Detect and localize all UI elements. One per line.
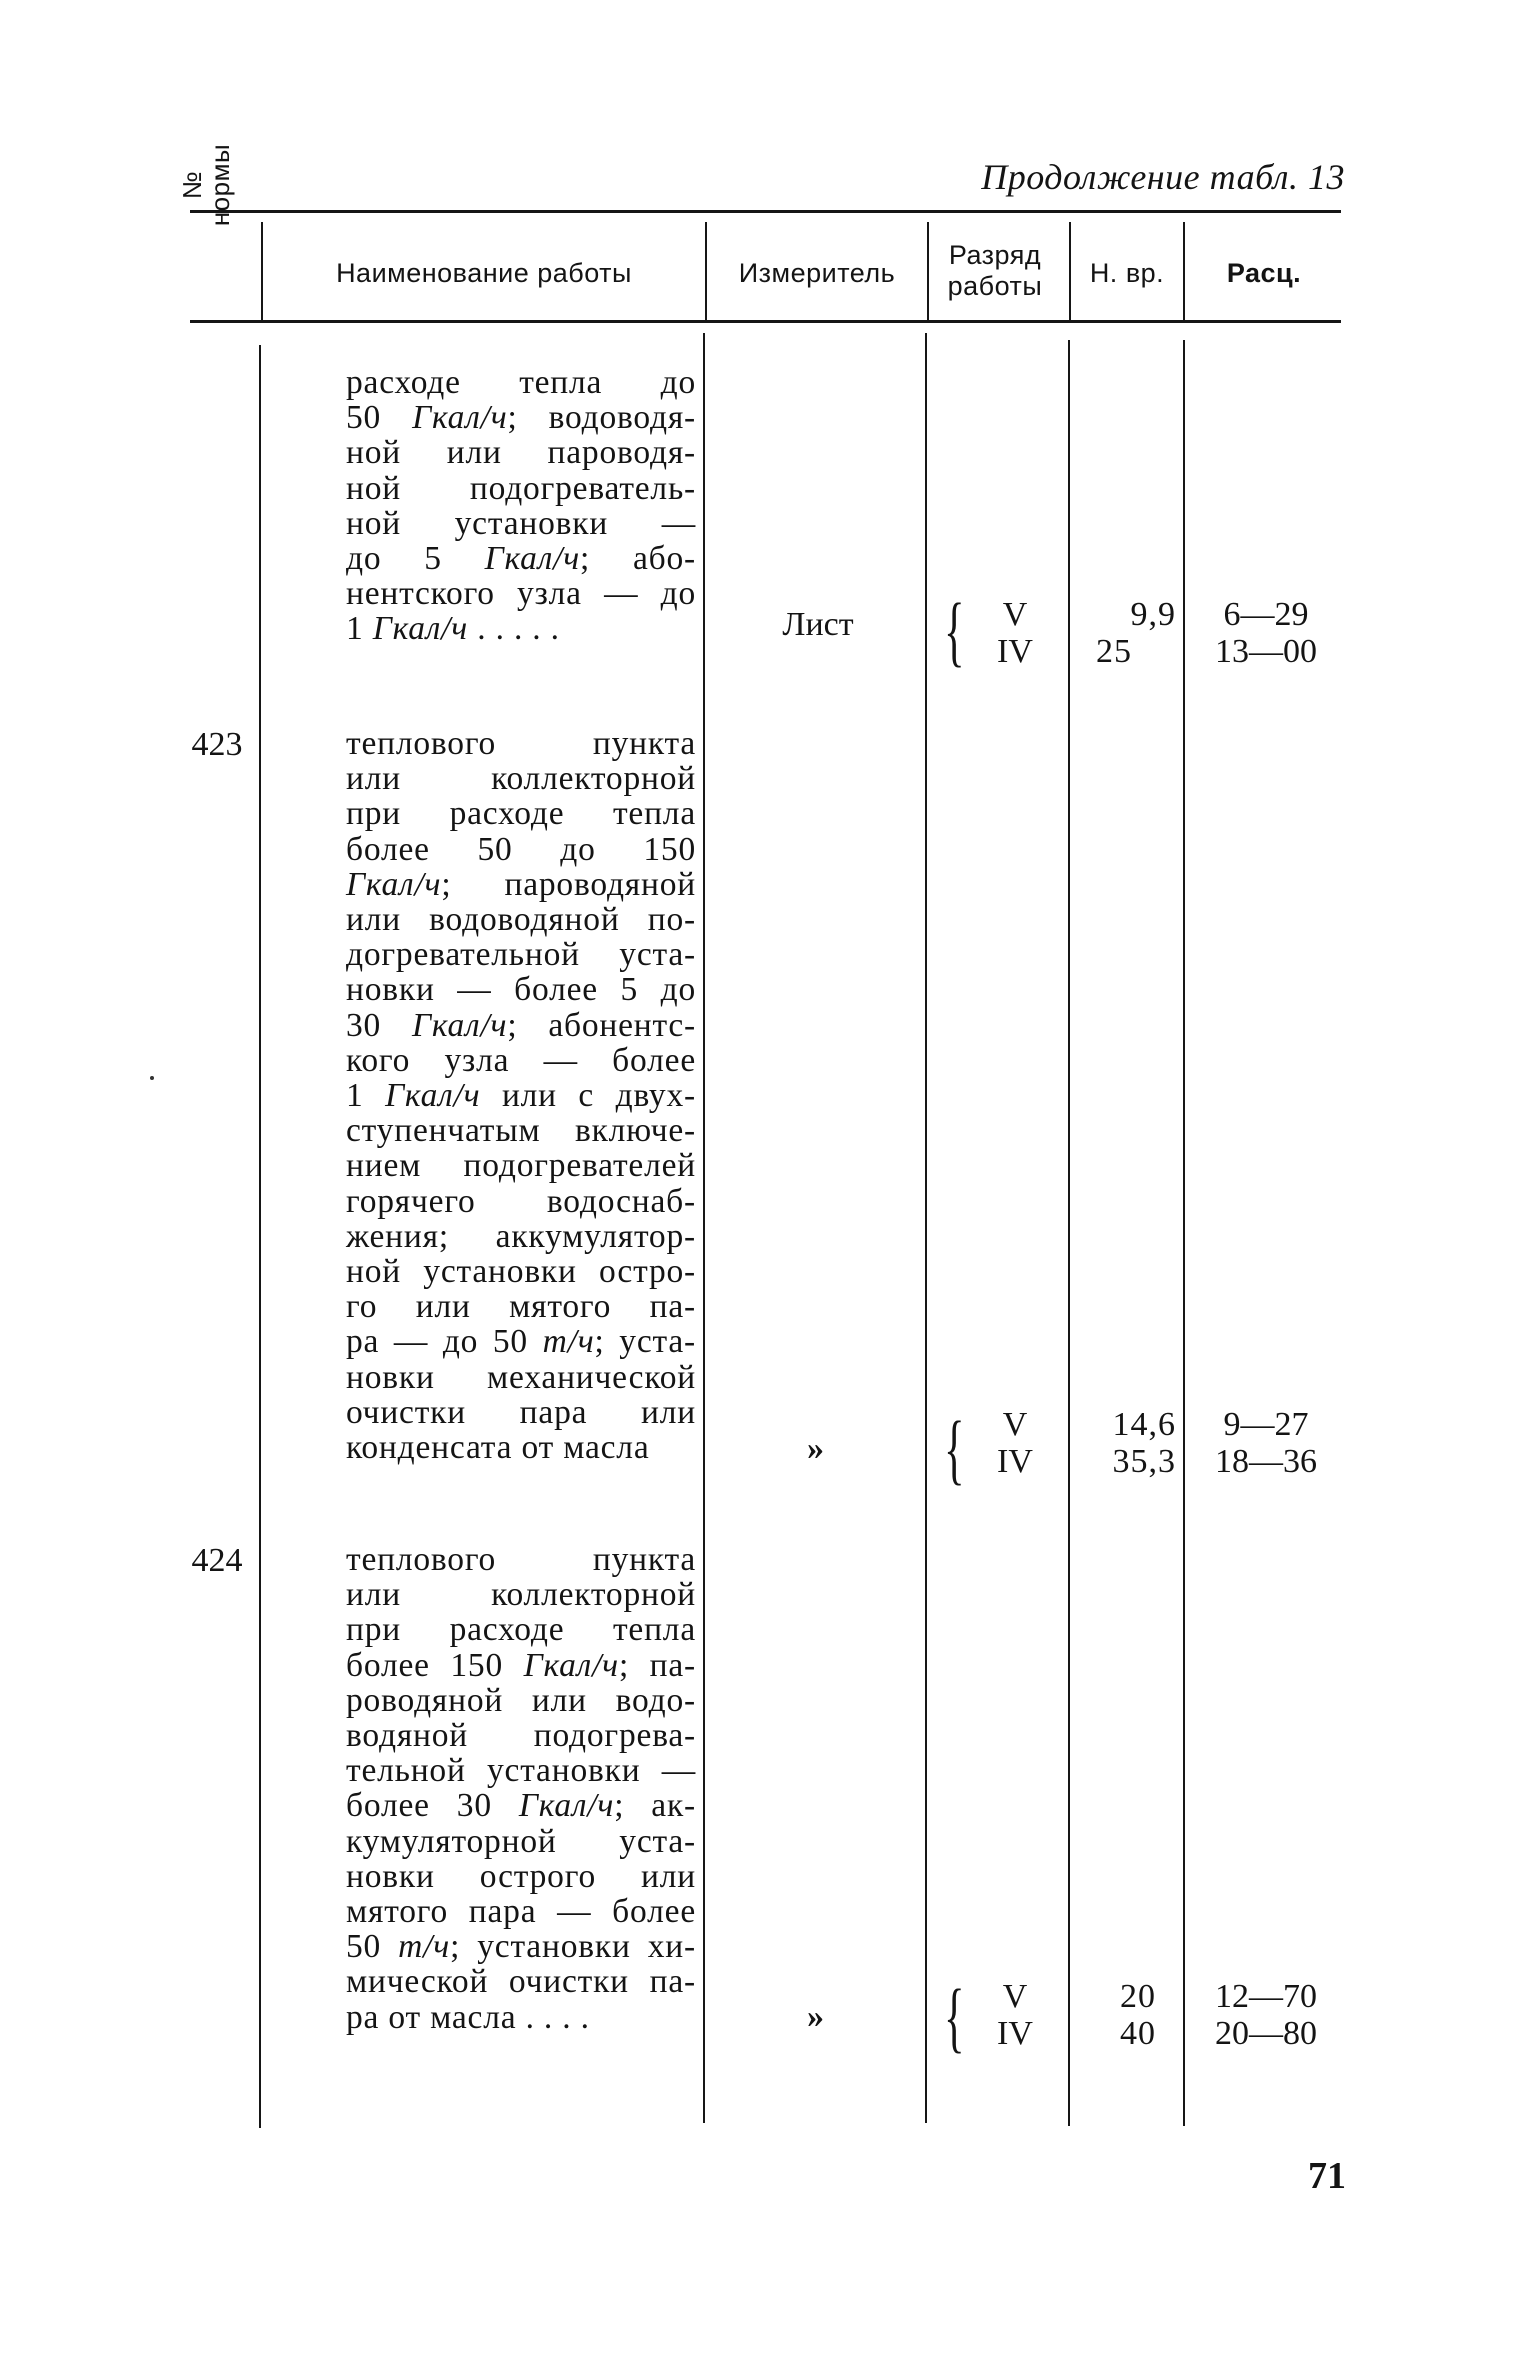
- header-norm-number: № нормы: [177, 143, 235, 227]
- description-line: новки острого или: [346, 1857, 696, 1895]
- rate-row-2: [1188, 1406, 1344, 1480]
- description-line: более 30 Гкал/ч; ак-: [346, 1787, 697, 1825]
- header-norm-time: Н. вр.: [1089, 258, 1165, 288]
- rank-brace-row-1: {: [944, 587, 965, 674]
- description-line: ра от масла . . . .: [346, 1998, 590, 2036]
- rate-row-3: [1188, 1978, 1344, 2052]
- description-line: кумуляторной уста-: [346, 1822, 696, 1860]
- rank-row-2: [970, 1406, 1060, 1480]
- description-line: ной установки остро-: [346, 1253, 696, 1291]
- description-line: более 50 до 150: [346, 830, 696, 868]
- rank-brace-row-2: {: [944, 1405, 965, 1492]
- norm-time-value: 40: [1120, 2015, 1156, 2052]
- norm-time-value: 14,6: [1112, 1406, 1176, 1443]
- description-line: нентского узла — до: [346, 575, 696, 613]
- table-top-rule: [190, 210, 1341, 213]
- table-header-bottom-rule: [190, 320, 1341, 323]
- description-line: ступенчатым включе-: [346, 1112, 696, 1150]
- description-line: теплового пункта: [346, 725, 696, 762]
- description-line: мической очистки па-: [346, 1963, 696, 2001]
- description-line: более 150 Гкал/ч; па-: [346, 1646, 697, 1684]
- description-line: го или мятого па-: [346, 1288, 696, 1326]
- description-line: 50 Гкал/ч; водоводя-: [346, 399, 696, 437]
- header-separator-2: [705, 222, 707, 320]
- norm-time-value: 25: [1096, 633, 1132, 670]
- rank-value: IV: [997, 2015, 1033, 2052]
- rank-value: V: [1002, 1406, 1028, 1443]
- description-line: горячего водоснаб-: [346, 1182, 696, 1220]
- description-line: догревательной уста-: [346, 936, 696, 974]
- description-line: тельной установки —: [346, 1752, 696, 1790]
- norm-time-value: 35,3: [1112, 1443, 1176, 1480]
- description-line: 30 Гкал/ч; абонентс-: [346, 1006, 696, 1044]
- rate-value: 18—36: [1215, 1443, 1317, 1480]
- header-separator-3: [927, 222, 929, 320]
- measure-row-1: Лист: [782, 606, 854, 643]
- rank-value: IV: [997, 1443, 1033, 1480]
- header-rank: Разряд работы: [947, 240, 1043, 301]
- description-line: ной подогреватель-: [346, 469, 696, 507]
- description-line: 1 Гкал/ч . . . . .: [346, 610, 560, 648]
- description-line: новки — более 5 до: [346, 971, 696, 1009]
- work-description-row-2: [346, 726, 696, 1465]
- description-line: новки механической: [346, 1358, 696, 1396]
- body-separator-3: [925, 333, 927, 2123]
- measure-row-3: »: [807, 1998, 824, 2035]
- header-separator-4: [1069, 222, 1071, 320]
- description-line: жения; аккумулятор-: [346, 1217, 696, 1255]
- description-line: ной установки —: [346, 504, 696, 542]
- work-description-row-3: [346, 1542, 696, 2035]
- description-line: ной или пароводя-: [346, 434, 696, 472]
- description-line: 50 т/ч; установки хи-: [346, 1928, 696, 1966]
- rank-value: V: [1002, 1978, 1028, 2015]
- rate-value: 9—27: [1223, 1406, 1309, 1443]
- header-separator-1: [261, 222, 263, 320]
- body-separator-1: [259, 345, 261, 2128]
- norm-time-row-3: [1082, 1978, 1194, 2052]
- description-line: при расходе тепла: [346, 1611, 696, 1649]
- description-line: конденсата от масла: [346, 1429, 650, 1467]
- norm-time-row-2: [1082, 1406, 1194, 1480]
- description-line: теплового пункта: [346, 1541, 696, 1578]
- description-line: Гкал/ч; пароводяной: [346, 865, 696, 903]
- description-line: расходе тепла до: [346, 364, 696, 401]
- rate-row-1: [1188, 596, 1344, 670]
- description-line: ра — до 50 т/ч; уста-: [346, 1323, 696, 1361]
- norm-number-424: 424: [191, 1542, 243, 1579]
- description-line: или коллекторной: [346, 760, 696, 798]
- description-line: водяной подогрева-: [346, 1717, 696, 1755]
- body-separator-2: [703, 333, 705, 2123]
- description-line: мятого пара — более: [346, 1893, 696, 1931]
- description-line: или водоводяной по-: [346, 901, 696, 939]
- measure-row-2: »: [807, 1430, 824, 1467]
- description-line: до 5 Гкал/ч; або-: [346, 540, 696, 578]
- rank-value: V: [1002, 596, 1028, 633]
- body-separator-4: [1068, 340, 1070, 2126]
- description-line: или коллекторной: [346, 1576, 696, 1614]
- description-line: роводяной или водо-: [346, 1681, 696, 1719]
- rank-row-3: [970, 1978, 1060, 2052]
- description-line: нием подогревателей: [346, 1147, 696, 1185]
- rate-value: 20—80: [1215, 2015, 1317, 2052]
- description-line: очистки пара или: [346, 1393, 696, 1431]
- page-number: 71: [1308, 2155, 1346, 2197]
- description-line: 1 Гкал/ч или с двух-: [346, 1077, 696, 1115]
- norm-time-value: 9,9: [1130, 596, 1176, 633]
- print-speck: [150, 1076, 154, 1080]
- description-line: при расходе тепла: [346, 795, 696, 833]
- norm-time-value: 20: [1120, 1978, 1156, 2015]
- table-continuation-caption: Продолжение табл. 13: [981, 157, 1345, 197]
- norm-time-row-1: [1082, 596, 1194, 670]
- header-work-name: Наименование работы: [336, 258, 632, 288]
- rate-value: 6—29: [1223, 596, 1309, 633]
- header-rate: Расц.: [1226, 258, 1302, 288]
- header-separator-5: [1183, 222, 1185, 320]
- header-measure: Измеритель: [738, 258, 896, 288]
- norm-number-423: 423: [191, 726, 243, 763]
- work-description-row-1: [346, 365, 696, 647]
- description-line: кого узла — более: [346, 1041, 696, 1079]
- rank-value: IV: [997, 633, 1033, 670]
- rank-brace-row-3: {: [944, 1973, 965, 2060]
- rank-row-1: [970, 596, 1060, 670]
- rate-value: 13—00: [1215, 633, 1317, 670]
- rate-value: 12—70: [1215, 1978, 1317, 2015]
